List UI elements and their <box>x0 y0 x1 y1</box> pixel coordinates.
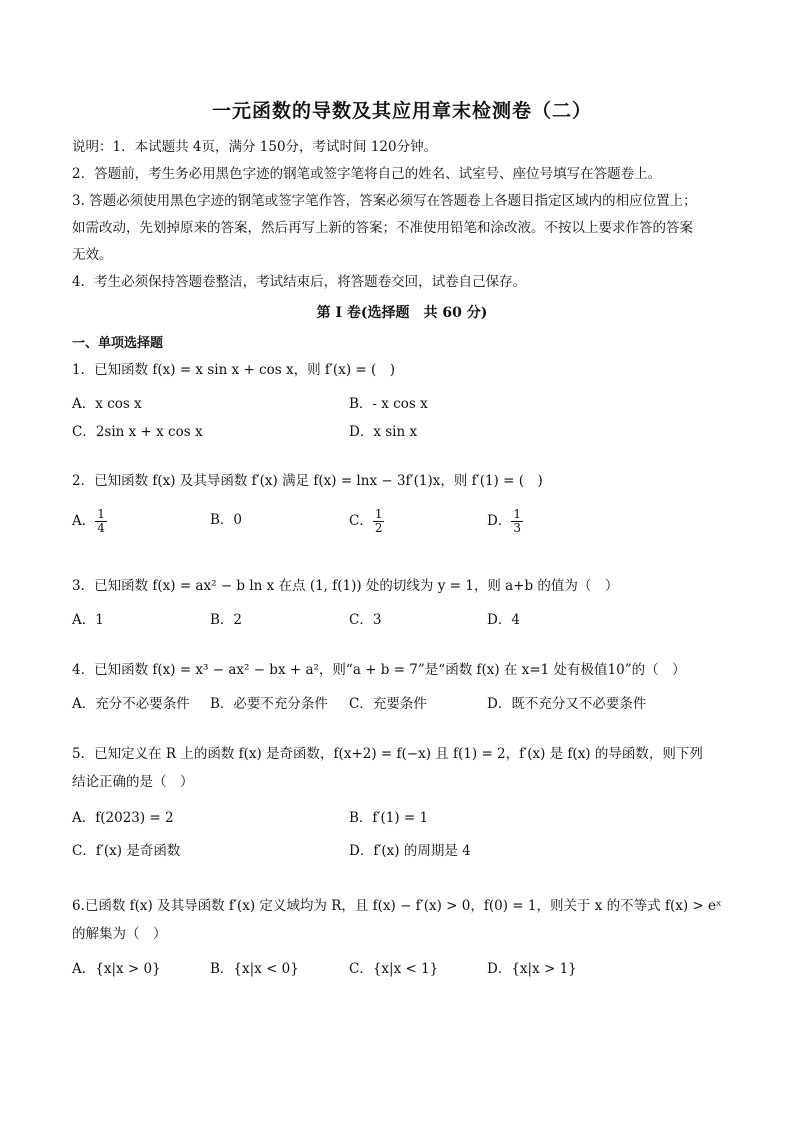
denominator: 4 <box>97 521 105 535</box>
question-3-stem: 3．已知函数 f(x) = ax² − b ln x 在点 (1, f(1)) 处的切线为 y = 1，则 a+b 的值为（ ） <box>72 578 619 594</box>
option-d[interactable]: D．x sin x <box>349 424 418 440</box>
fraction <box>95 508 107 535</box>
question-5-stem: 结论正确的是（ ） <box>72 774 194 790</box>
option-d[interactable]: D．4 <box>487 612 520 628</box>
option-a[interactable]: A．1 <box>72 612 104 628</box>
instruction-line: 2．答题前，考生务必用黑色字迹的钢笔或签字笔将自己的姓名、试室号、座位号填写在答题卷上。 <box>72 166 662 182</box>
question-5-stem: 5．已知定义在 R 上的函数 f(x) 是奇函数，f(x+2) = f(−x) 且 f(1) = 2，f′(x) 是 f(x) 的导函数，则下列 <box>72 746 703 762</box>
denominator: 2 <box>374 521 383 535</box>
option-a[interactable]: A．f(2023) = 2 <box>72 810 174 826</box>
question-6-stem: 6.已函数 f(x) 及其导函数 f′(x) 定义域均为 R，且 f(x) − f′(x) > 0，f(0) = 1，则关于 x 的不等式 f(x) > eˣ <box>72 898 722 914</box>
question-1-options <box>72 392 732 418</box>
option-a[interactable]: A．充分不必要条件 <box>72 696 190 712</box>
option-d-label: D． <box>487 513 512 529</box>
part-title: 一、单项选择题 <box>72 336 164 351</box>
question-4-options <box>72 692 732 718</box>
instruction-line: 4．考生必须保持答题卷整洁，考试结束后，将答题卷交回，试卷自己保存。 <box>72 274 527 290</box>
question-2-options <box>72 508 732 542</box>
instruction-line: 说明：1．本试题共 4页，满分 150分，考试时间 120分钟。 <box>72 139 438 155</box>
option-a[interactable]: A．x cos x <box>72 396 142 412</box>
option-c-label: C． <box>349 513 373 529</box>
page-title: 一元函数的导数及其应用章末检测卷（二） <box>211 100 592 122</box>
option-c[interactable]: C．充要条件 <box>349 696 427 712</box>
option-b[interactable]: B．f′(1) = 1 <box>349 810 429 826</box>
fraction <box>511 508 523 535</box>
option-d[interactable]: D．f′(x) 的周期是 4 <box>349 843 471 859</box>
option-b[interactable]: B．必要不充分条件 <box>210 696 328 712</box>
option-d[interactable]: D．既不充分又不必要条件 <box>487 696 647 712</box>
question-1-options <box>72 420 732 446</box>
option-b[interactable]: B．0 <box>210 512 243 528</box>
numerator: 1 <box>374 507 383 521</box>
option-d[interactable]: D．{x|x > 1} <box>487 961 577 977</box>
option-c[interactable]: C．f′(x) 是奇函数 <box>72 843 181 859</box>
option-c[interactable]: C．2sin x + x cos x <box>72 424 203 440</box>
option-a[interactable]: A．{x|x > 0} <box>72 961 161 977</box>
question-5-options <box>72 839 732 865</box>
question-3-options <box>72 608 732 634</box>
denominator: 3 <box>513 521 521 535</box>
question-6-stem: 的解集为（ ） <box>72 926 167 942</box>
instruction-line: 如需改动，先划掉原来的答案，然后再写上新的答案；不准使用铅笔和涂改液。不按以上要求作答的答案 <box>72 220 693 236</box>
instruction-line: 无效。 <box>72 247 113 263</box>
option-b[interactable]: B．2 <box>210 612 243 628</box>
option-a[interactable] <box>72 508 107 535</box>
question-5-options <box>72 806 732 832</box>
option-b[interactable]: B．- x cos x <box>349 396 428 412</box>
instruction-line: 3. 答题必须使用黑色字迹的钢笔或签字笔作答，答案必须写在答题卷上各题目指定区域内的相应位置上； <box>72 193 697 209</box>
option-c[interactable] <box>349 508 384 535</box>
option-a-label: A． <box>72 513 96 529</box>
numerator: 1 <box>513 507 521 521</box>
numerator: 1 <box>97 507 105 521</box>
option-c[interactable]: C．3 <box>349 612 382 628</box>
section-title: 第 I 卷(选择题 共 60 分) <box>316 305 488 321</box>
option-b[interactable]: B．{x|x < 0} <box>210 961 299 977</box>
question-1-stem: 1．已知函数 f(x) = x sin x + cos x，则 f′(x) = ( ) <box>72 362 396 378</box>
question-2-stem: 2．已知函数 f(x) 及其导函数 f′(x) 满足 f(x) = lnx − 3f′(1)x，则 f′(1) = ( ) <box>72 473 543 489</box>
fraction <box>373 508 385 535</box>
option-c[interactable]: C．{x|x < 1} <box>349 961 439 977</box>
question-4-stem: 4．已知函数 f(x) = x³ − ax² − bx + a²，则“a + b = 7”是“函数 f(x) 在 x=1 处有极值10”的（ ） <box>72 662 686 678</box>
question-6-options <box>72 957 732 983</box>
option-d[interactable] <box>487 508 523 535</box>
